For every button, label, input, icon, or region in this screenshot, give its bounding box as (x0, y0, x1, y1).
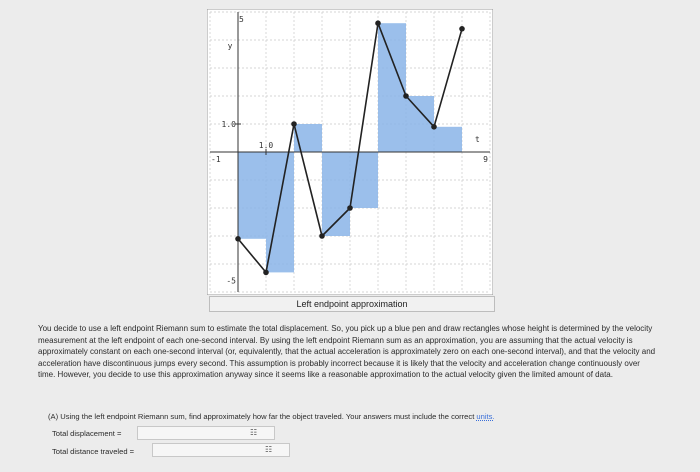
riemann-rectangle (406, 96, 434, 152)
description-paragraph: You decide to use a left endpoint Riemann sum to estimate the total displacement. So, you pick up a blue pen and draw rectangles whose height is determined by the velocity measurement at the left endpoint of each one-second interval. By using the left endpoint Riemann sum as an approximation, you are assuming that the actual velocity is approximately constant on each one-second interval (or, equivalently, that the actual acceleration is approximately zero on each one-second interval), and that the velocity and acceleration have discontinuous jumps every second. This assumption is probably incorrect because it is likely that the velocity and acceleration change continuously over time. However, you decide to use this approximation anyway since it seems like a reasonable approximation to the actual velocity given the limited amount of data. (38, 324, 656, 380)
data-point (347, 205, 353, 211)
data-point (403, 93, 409, 99)
riemann-rectangle (322, 152, 350, 236)
distance-units-grid-icon[interactable]: ☷ (265, 445, 273, 454)
data-point (291, 121, 297, 127)
x-tick-label-mid: 1.0 (258, 140, 274, 150)
x-tick-label-right: 9 (483, 154, 488, 164)
data-point (375, 20, 381, 26)
question-prefix: (A) Using the left endpoint Riemann sum, find approximately how far the object traveled. Your answers must include the correct (48, 412, 477, 421)
x-axis-label: t (474, 135, 480, 145)
data-point (431, 124, 437, 130)
riemann-rectangle (378, 23, 406, 152)
data-point (319, 233, 325, 239)
units-link[interactable]: units. (476, 412, 495, 421)
question-text (48, 412, 495, 421)
riemann-rectangle (434, 127, 462, 152)
y-tick-label-top: 5 (239, 14, 244, 24)
chart-caption: Left endpoint approximation (209, 296, 495, 312)
riemann-rectangle (238, 152, 266, 239)
y-tick-label-mid: 1.0 (221, 120, 236, 129)
x-tick-label-left: -1 (211, 154, 221, 164)
distance-label: Total distance traveled = (52, 447, 135, 456)
riemann-chart (207, 9, 493, 295)
data-point (263, 270, 269, 276)
y-axis-label: y (227, 41, 233, 51)
displacement-units-grid-icon[interactable]: ☷ (250, 428, 258, 437)
data-point (459, 26, 465, 32)
data-point (235, 236, 241, 242)
displacement-label: Total displacement = (52, 429, 122, 438)
y-tick-label-bottom: -5 (226, 276, 236, 286)
